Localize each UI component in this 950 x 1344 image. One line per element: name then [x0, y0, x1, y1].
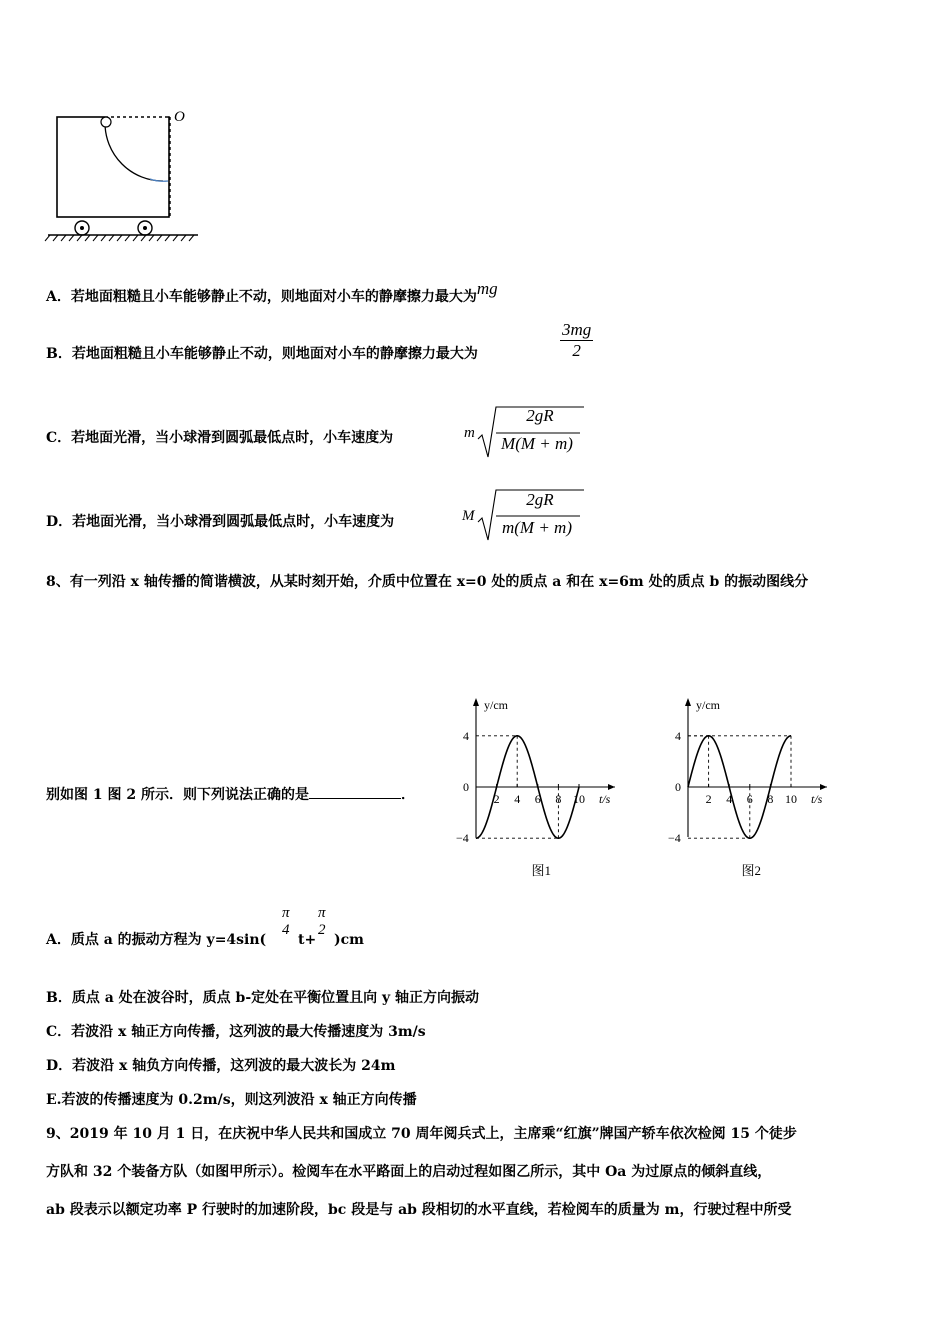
x-tick-label: 4 — [726, 792, 733, 806]
x-axis-label: t/s — [811, 792, 823, 806]
chart-title: 图2 — [741, 863, 762, 878]
option-c-num: 2gR — [526, 406, 554, 425]
y-axis-label: y/cm — [484, 698, 508, 712]
y-axis-arrow — [685, 698, 691, 706]
x-tick-label: 6 — [534, 792, 541, 806]
q8-stem-line2: 别如图 1 图 2 所示．则下列说法正确的是 ． — [46, 784, 415, 805]
x-tick-label: 0 — [463, 780, 469, 794]
q8-option-c: C．若波沿 x 轴正方向传播，这列波的最大传播速度为 3m/s — [46, 1024, 426, 1040]
answer-blank — [309, 784, 401, 799]
x-tick-label: 10 — [573, 792, 585, 806]
vibration-chart-1 — [452, 690, 662, 890]
option-a-mid: t+ — [298, 932, 317, 948]
q7-option-d: D．若地面光滑，当小球滑到圆弧最低点时，小车速度为 — [46, 514, 395, 530]
x-tick-label: 2 — [705, 792, 712, 806]
option-a-frac2: π 2 — [318, 905, 326, 938]
x-tick-label: 8 — [767, 792, 774, 806]
q7-option-b: B．若地面粗糙且小车能够静止不动，则地面对小车的静摩擦力最大为 — [46, 346, 478, 362]
option-a-post: )cm — [334, 932, 364, 948]
x-tick-label: 2 — [493, 792, 500, 806]
q9-line3: ab 段表示以额定功率 P 行驶时的加速阶段，bc 段是与 ab 段相切的水平直线，若检阅车的质量为 m，行驶过程中所受 — [46, 1202, 792, 1218]
y-tick-label: −4 — [668, 831, 681, 846]
option-d-num: 2gR — [526, 490, 554, 509]
q7-option-a: A．若地面粗糙且小车能够静止不动，则地面对小车的静摩擦力最大为mg — [46, 279, 498, 305]
label-o: O — [174, 109, 185, 125]
y-axis-arrow — [473, 698, 479, 706]
arc-track — [105, 123, 163, 181]
x-tick-label: 10 — [785, 792, 797, 806]
y-tick-label: 4 — [675, 728, 681, 743]
option-c-expr: m — [464, 425, 475, 441]
q8-option-d: D．若波沿 x 轴负方向传播，这列波的最大波长为 24m — [46, 1058, 396, 1074]
x-tick-label: 0 — [675, 780, 681, 794]
x-axis-label: t/s — [599, 792, 611, 806]
q9-line1: 9、2019 年 10 月 1 日，在庆祝中华人民共和国成立 70 周年阅兵式上，主席乘“红旗”牌国产轿车依次检阅 15 个徒步 — [46, 1126, 797, 1142]
x-axis-arrow — [820, 784, 827, 790]
option-b-fraction: $\frac{3mg}{2}$ — [562, 320, 592, 360]
x-axis-arrow — [608, 784, 615, 790]
q8-option-e: E.若波的传播速度为 0.2m/s，则这列波沿 x 轴正方向传播 — [46, 1092, 417, 1108]
y-tick-label: 4 — [463, 728, 469, 743]
y-tick-label: −4 — [456, 831, 469, 846]
option-c-den: M(M + m) — [501, 434, 573, 453]
q8-stem-line1: 8、有一列沿 x 轴传播的简谐横波，从某时刻开始，介质中位置在 x=0 处的质点 a 和在 x=6m 处的质点 b 的振动图线分 — [46, 574, 809, 590]
x-tick-label: 6 — [746, 792, 753, 806]
option-a-frac1: π 4 — [282, 905, 290, 938]
y-axis-label: y/cm — [696, 698, 720, 712]
option-d-expr: M — [462, 508, 475, 524]
cart-body — [57, 117, 169, 217]
small-ball — [101, 117, 111, 127]
vibration-chart-2 — [664, 690, 884, 890]
option-a-expr: mg — [476, 279, 498, 298]
q7-option-c: C．若地面光滑，当小球滑到圆弧最低点时，小车速度为 — [46, 430, 394, 446]
x-tick-label: 8 — [555, 792, 562, 806]
q9-line2: 方队和 32 个装备方队（如图甲所示）。检阅车在水平路面上的启动过程如图乙所示，其中 Oa 为过原点的倾斜直线， — [46, 1164, 772, 1180]
chart-title: 图1 — [531, 863, 552, 878]
q8-option-b: B．质点 a 处在波谷时，质点 b-定处在平衡位置且向 y 轴正方向振动 — [46, 990, 480, 1006]
option-d-den: m(M + m) — [501, 518, 572, 537]
cart-figure — [40, 105, 205, 245]
x-tick-label: 4 — [514, 792, 521, 806]
q8-option-a: A．质点 a 的振动方程为 y=4sin( — [46, 932, 267, 948]
ground-hatching — [45, 235, 194, 241]
